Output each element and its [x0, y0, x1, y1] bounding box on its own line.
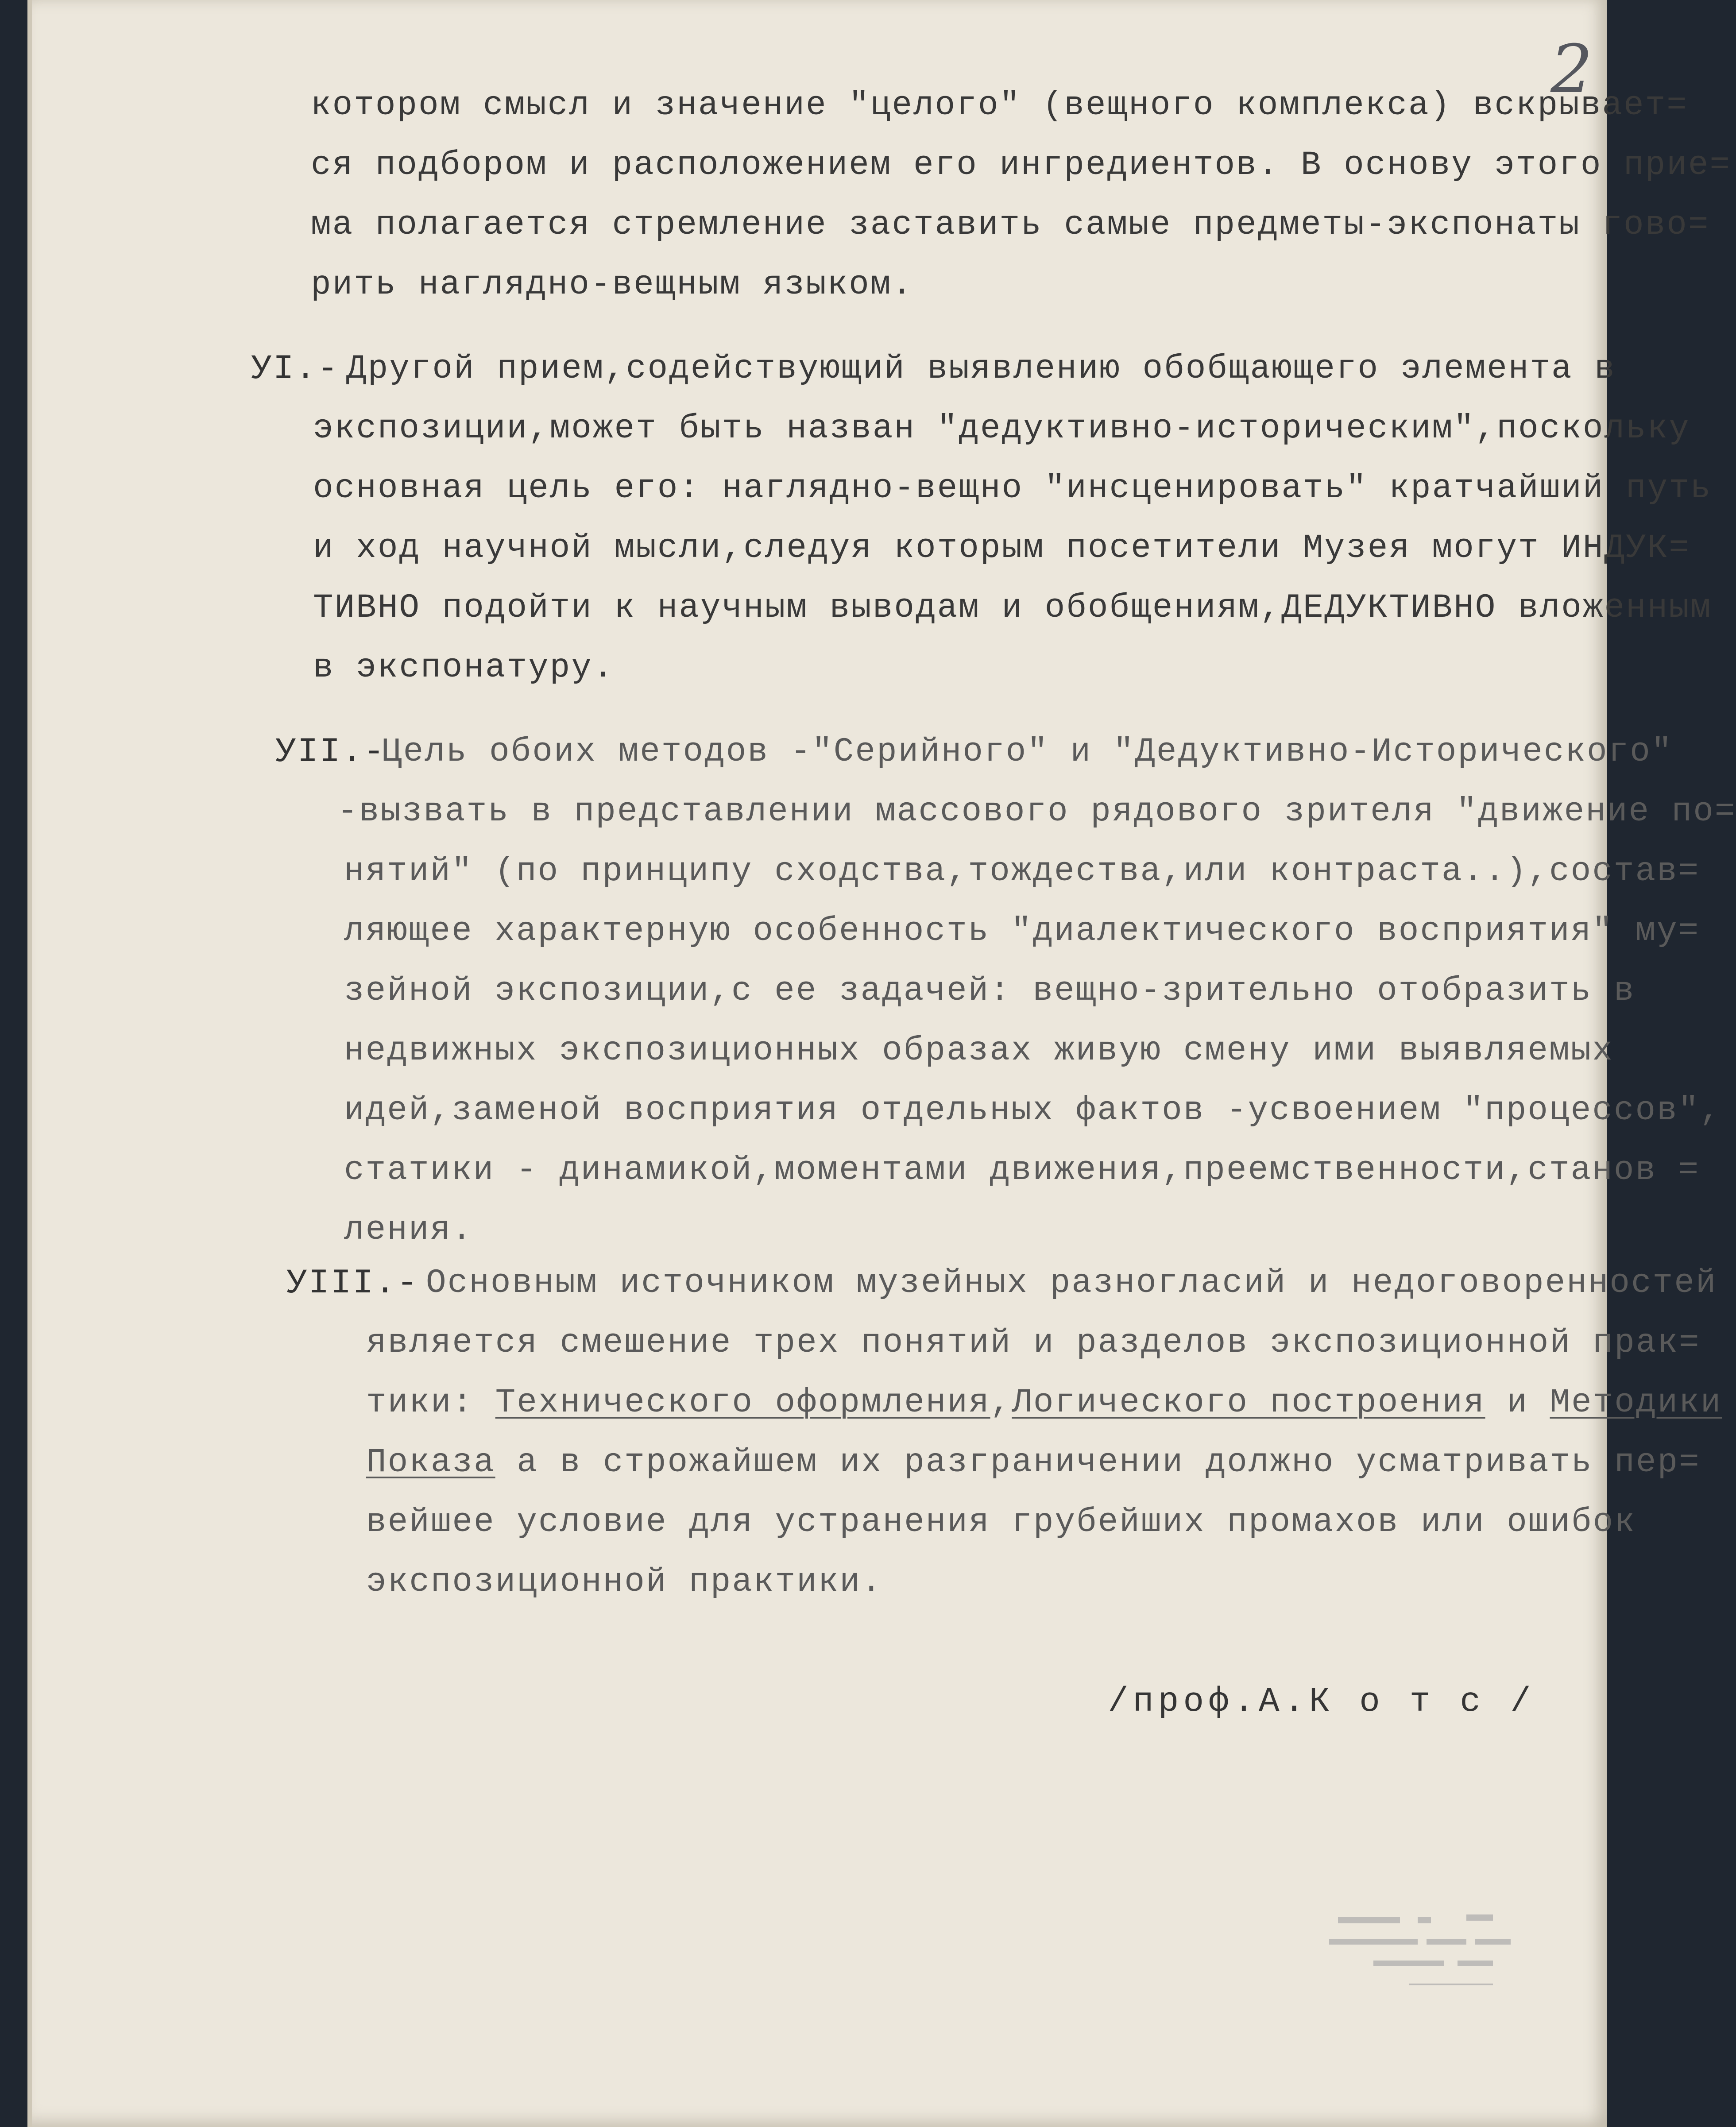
section-8-line-2: является смешение трех понятий и разделов экспозиционной прак= [366, 1324, 1701, 1362]
term-methodology: Методики [1550, 1384, 1722, 1422]
section-8-line-3 [366, 1384, 1722, 1422]
section-8-line-3-prefix: тики: [366, 1384, 495, 1422]
term-logical-construction: Логического построения [1012, 1384, 1485, 1422]
section-8-number: УIII.- [286, 1264, 419, 1303]
term-display: Показа [366, 1443, 495, 1481]
section-7-line-1: Цель обоих методов -"Серийного" и "Дедуктивно-Исторического" [382, 733, 1673, 771]
section-6-line-3: основная цель его: наглядно-вещно "инсценировать" кратчайший путь [313, 469, 1712, 507]
section-6-line-4: и ход научной мысли,следуя которым посетители Музея могут ИНДУК= [313, 529, 1690, 567]
section-8-line-4-rest: а в строжайшем их разграничении должно усматривать пер= [495, 1443, 1701, 1481]
section-7-line-9: ления. [344, 1211, 473, 1249]
term-separator: , [990, 1384, 1012, 1422]
section-6-number: УI.- [251, 350, 340, 389]
document-page [27, 0, 1736, 2127]
intro-line-1: котором смысл и значение "целого" (вещного комплекса) вскрывает= [311, 86, 1688, 124]
section-6-line-5: ТИВНО подойти к научным выводам и обобщениям,ДЕДУКТИВНО вложенным [313, 589, 1712, 627]
term-technical-design: Технического оформления [495, 1384, 990, 1422]
archive-stamp [1320, 1908, 1524, 1992]
section-6-line-2: экспозиции,может быть назван "дедуктивно-историческим",поскольку [313, 410, 1690, 448]
page-edge [27, 0, 32, 2127]
section-6-line-6: в экспонатуру. [313, 649, 615, 687]
section-8-line-5: вейшее условие для устранения грубейших промахов или ошибок [366, 1503, 1636, 1541]
section-7-line-6: недвижных экспозиционных образах живую смену ими выявляемых [344, 1032, 1614, 1070]
term-and: и [1485, 1384, 1550, 1422]
signature: /проф.А.К о т с / [1108, 1682, 1535, 1721]
section-7-number: УII.- [275, 733, 386, 772]
section-7-line-4: ляющее характерную особенность "диалектического восприятия" му= [344, 912, 1700, 950]
intro-line-3: ма полагается стремление заставить самые предметы-экспонаты гово= [311, 206, 1710, 244]
intro-line-4: рить наглядно-вещным языком. [311, 266, 914, 304]
intro-line-2: ся подбором и расположением его ингредиентов. В основу этого прие= [311, 146, 1732, 184]
section-6-line-1: Другой прием,содействующий выявлению обобщающего элемента в [346, 350, 1616, 388]
section-8-line-6: экспозиционной практики. [366, 1563, 883, 1601]
section-7-line-8: статики - динамикой,моментами движения,преемственности,станов = [344, 1151, 1700, 1189]
section-7-line-2: -вызвать в представлении массового рядового зрителя "движение по= [337, 793, 1736, 831]
section-7-line-7: идей,заменой восприятия отдельных фактов -усвоением "процессов", [344, 1091, 1721, 1129]
section-7-line-5: зейной экспозиции,с ее задачей: вещно-зрительно отобразить в [344, 972, 1635, 1010]
section-7-line-3: нятий" (по принципу сходства,тождества,или контраста..),состав= [344, 852, 1700, 890]
page-number: 2 [1550, 31, 1593, 108]
section-8-line-1: Основным источником музейных разногласий и недоговоренностей [426, 1264, 1717, 1302]
section-8-line-4 [366, 1443, 1701, 1481]
